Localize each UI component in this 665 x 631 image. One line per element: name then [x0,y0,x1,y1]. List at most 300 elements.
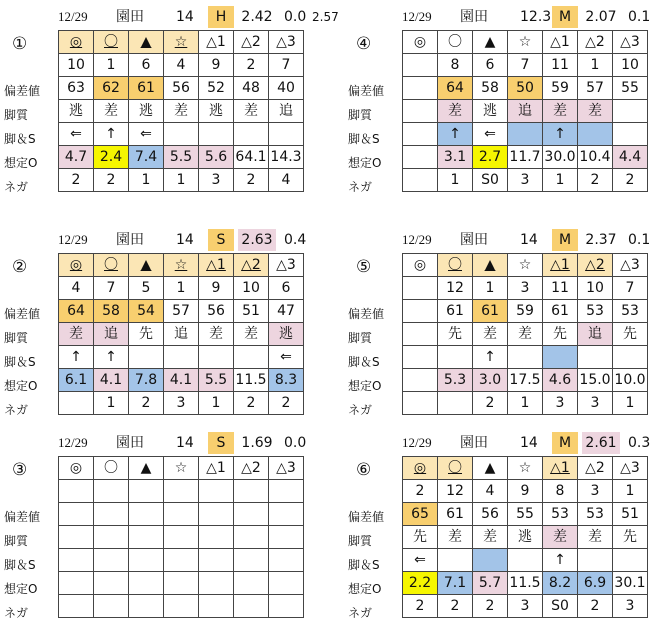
table-cell: 10 [613,54,648,77]
mark-symbol: ☆ [174,460,188,476]
mark-cell [403,31,438,54]
table-cell [403,146,438,169]
race-panel [348,229,665,417]
mark-cell [473,457,508,480]
table-cell: ↑ [473,346,508,369]
row-label: ネガ [4,180,29,194]
horse-number-row [59,54,304,77]
table-cell [199,549,234,572]
odds-tertiary: 2.57 [312,10,339,24]
mark-row [59,254,304,277]
table-cell: 59 [543,77,578,100]
venue-name: 園田 [460,435,488,451]
odds-secondary: 0.0 [284,435,307,451]
mark-cell [578,254,613,277]
style-row [59,526,304,549]
horse-table [58,456,304,618]
table-cell: 10 [59,54,94,77]
mark-cell [164,31,199,54]
table-cell [59,480,94,503]
row-label: 想定O [4,379,38,393]
est-odds-row [403,369,648,392]
table-cell: 58 [473,77,508,100]
mark-cell [129,457,164,480]
table-cell: 11 [543,277,578,300]
panel-header [402,432,665,456]
table-cell [164,526,199,549]
venue-name: 園田 [460,9,488,25]
table-cell: 追 [269,100,304,123]
table-cell: 40 [269,77,304,100]
est-odds-row [59,369,304,392]
table-cell: 3 [508,595,543,618]
race-date: 12/29 [58,232,88,247]
odds-secondary: 0.1 [628,9,651,25]
table-cell [164,346,199,369]
venue-name: 園田 [460,232,488,248]
table-cell: 2 [403,595,438,618]
row-label: 想定O [348,582,382,596]
mark-cell [199,31,234,54]
table-cell: 差 [438,100,473,123]
table-cell [199,123,234,146]
horse-table [402,30,648,192]
grade-badge: S [208,432,234,454]
table-cell [94,503,129,526]
race-count: 14 [520,232,538,248]
table-cell: 1 [473,277,508,300]
mark-cell [613,254,648,277]
table-cell: 9 [508,480,543,503]
row-label: 偏差値 [4,307,41,321]
table-cell [199,572,234,595]
table-cell: 2 [59,169,94,192]
mark-row [403,31,648,54]
mark-cell [269,457,304,480]
horse-number-row [403,277,648,300]
odds-secondary: 0.1 [628,232,651,248]
table-cell [613,346,648,369]
table-cell: 48 [234,77,269,100]
table-cell: ⇐ [59,123,94,146]
table-cell [403,100,438,123]
mark-symbol: 〇 [104,460,118,476]
table-cell: 2.7 [473,146,508,169]
table-cell: ⇐ [403,549,438,572]
table-cell: 2 [578,169,613,192]
table-cell [438,392,473,415]
row-label: 脚質 [4,331,29,345]
table-cell: 64 [59,300,94,323]
leg-speed-row [403,123,648,146]
mark-symbol: △2 [241,460,261,476]
table-cell: 57 [578,77,613,100]
table-cell: 51 [613,503,648,526]
row-label: ネガ [4,403,29,417]
table-cell: 2 [234,54,269,77]
table-cell [59,595,94,618]
table-cell [403,346,438,369]
table-cell [234,526,269,549]
table-cell [578,123,613,146]
grade-badge: S [208,229,234,251]
table-cell: ↑ [543,123,578,146]
grade-badge: M [552,432,578,454]
table-cell: 逃 [269,323,304,346]
table-cell: 差 [234,100,269,123]
row-label: 想定O [348,156,382,170]
row-label: 脚＆S [348,558,380,572]
table-cell [508,123,543,146]
table-cell: 差 [543,526,578,549]
table-cell: 11.5 [234,369,269,392]
mark-cell [129,31,164,54]
nega-row [403,595,648,618]
table-cell [403,77,438,100]
mark-cell [403,457,438,480]
table-cell: 2 [578,595,613,618]
mark-symbol: △1 [550,34,570,50]
table-cell [94,480,129,503]
table-cell: 56 [199,300,234,323]
table-cell: 7 [94,277,129,300]
mark-cell [164,254,199,277]
table-cell: 10.4 [578,146,613,169]
table-cell: 7 [269,54,304,77]
mark-symbol: △3 [620,34,640,50]
mark-symbol: ☆ [518,257,532,273]
table-cell: 4 [269,169,304,192]
row-label: 想定O [4,156,38,170]
table-cell [129,480,164,503]
nega-row [59,392,304,415]
row-label: 脚質 [4,534,29,548]
panel-number: ⑥ [356,460,372,480]
table-cell [473,549,508,572]
table-cell: ⇐ [269,346,304,369]
table-cell [59,526,94,549]
table-cell [234,549,269,572]
table-cell: S0 [543,595,578,618]
table-cell: 2 [234,169,269,192]
mark-cell [613,31,648,54]
table-cell: 11 [543,54,578,77]
table-cell: 12 [438,277,473,300]
table-cell: 3.0 [473,369,508,392]
table-cell: 1 [613,480,648,503]
mark-symbol: ▲ [484,257,496,273]
table-cell: 65 [403,503,438,526]
table-cell: 7 [508,54,543,77]
venue-name: 園田 [116,9,144,25]
mark-cell [403,254,438,277]
table-cell: 64 [438,77,473,100]
odds-primary: 2.37 [585,232,617,248]
mark-symbol: △2 [241,257,261,273]
table-cell [613,549,648,572]
table-cell: 55 [508,503,543,526]
table-cell: ↑ [543,549,578,572]
table-cell: 逃 [59,100,94,123]
table-cell [234,503,269,526]
mark-cell [129,254,164,277]
table-cell: 61 [438,503,473,526]
table-cell [613,123,648,146]
mark-symbol: △3 [620,460,640,476]
mark-symbol: △2 [241,34,261,50]
horse-number-row [59,480,304,503]
table-cell: 3 [578,392,613,415]
table-cell [94,595,129,618]
table-cell: 3.1 [438,146,473,169]
table-cell [234,346,269,369]
deviation-row [59,503,304,526]
table-cell: 6.9 [578,572,613,595]
table-cell: 9 [199,54,234,77]
table-cell: 15.0 [578,369,613,392]
row-label: 脚＆S [4,355,36,369]
table-cell: 9 [199,277,234,300]
table-cell [508,346,543,369]
race-count: 14 [176,232,194,248]
row-label: ネガ [4,606,29,620]
mark-symbol: ◎ [413,460,427,476]
table-cell: 2 [269,392,304,415]
mark-symbol: ▲ [140,257,152,273]
mark-symbol: ▲ [484,460,496,476]
table-cell: 12 [438,480,473,503]
mark-symbol: △2 [585,34,605,50]
row-label: 脚質 [348,108,373,122]
table-cell: 61 [473,300,508,323]
table-cell: 差 [508,323,543,346]
table-cell [164,595,199,618]
table-cell [129,572,164,595]
table-cell [94,526,129,549]
table-cell [129,346,164,369]
table-cell: ↑ [438,123,473,146]
table-cell: 14.3 [269,146,304,169]
panel-number: ② [12,257,28,277]
table-cell: 10 [234,277,269,300]
table-cell: 追 [164,323,199,346]
table-cell [199,480,234,503]
race-date: 12/29 [402,435,432,450]
venue-name: 園田 [116,435,144,451]
table-cell: 3 [199,169,234,192]
mark-row [59,457,304,480]
table-cell: 5.5 [199,369,234,392]
table-cell: 逃 [199,100,234,123]
table-cell: 61 [543,300,578,323]
table-cell: 差 [473,323,508,346]
table-cell: 差 [543,100,578,123]
table-cell: 先 [403,526,438,549]
table-cell: 47 [269,300,304,323]
table-cell [199,346,234,369]
table-cell [234,572,269,595]
table-cell: 63 [59,77,94,100]
table-cell: 4.6 [543,369,578,392]
mark-cell [94,31,129,54]
table-cell [59,549,94,572]
mark-cell [508,254,543,277]
row-label: 偏差値 [348,510,385,524]
table-cell [403,392,438,415]
mark-symbol: ▲ [140,34,152,50]
table-cell [129,526,164,549]
mark-cell [508,457,543,480]
table-cell: 5.7 [473,572,508,595]
table-cell: 3 [578,480,613,503]
table-cell: 4 [59,277,94,300]
row-label: ネガ [348,403,373,417]
row-label: ネガ [348,180,373,194]
table-cell [59,572,94,595]
mark-cell [94,457,129,480]
table-cell: 4.4 [613,146,648,169]
table-cell: 4 [473,480,508,503]
mark-cell [269,254,304,277]
table-cell: 3 [543,392,578,415]
table-cell: 53 [578,300,613,323]
table-cell: 2.4 [94,146,129,169]
mark-cell [199,254,234,277]
table-cell: 62 [94,77,129,100]
mark-cell [234,31,269,54]
table-cell: 1 [94,54,129,77]
table-cell [578,346,613,369]
mark-cell [578,457,613,480]
mark-cell [543,31,578,54]
table-cell [403,323,438,346]
mark-symbol: ◎ [69,34,83,50]
mark-cell [438,457,473,480]
table-cell: 7.8 [129,369,164,392]
table-cell: 3 [613,595,648,618]
table-cell: 10.0 [613,369,648,392]
table-cell: 57 [164,300,199,323]
nega-row [59,169,304,192]
nega-row [59,595,304,618]
table-cell [438,549,473,572]
table-cell: 追 [578,323,613,346]
table-cell: 差 [473,526,508,549]
table-cell [269,595,304,618]
table-cell [438,346,473,369]
table-cell: 7.4 [129,146,164,169]
table-cell: 52 [199,77,234,100]
table-cell: 1 [164,169,199,192]
table-cell: 1 [613,392,648,415]
table-cell: 58 [94,300,129,323]
table-cell: 51 [234,300,269,323]
row-label: 想定O [4,582,38,596]
table-cell: 4.7 [59,146,94,169]
row-label: 想定O [348,379,382,393]
mark-cell [94,254,129,277]
grade-badge: H [208,6,234,28]
table-cell [94,549,129,572]
table-cell: 3 [508,169,543,192]
mark-symbol: △3 [276,34,296,50]
row-label: 脚＆S [4,132,36,146]
deviation-row [59,77,304,100]
table-cell: 61 [438,300,473,323]
mark-cell [234,457,269,480]
mark-symbol: ◎ [413,34,427,50]
table-cell: 差 [94,100,129,123]
table-cell [269,503,304,526]
table-cell [269,480,304,503]
deviation-row [403,300,648,323]
table-cell: 2 [129,392,164,415]
leg-speed-row [59,123,304,146]
mark-cell [59,31,94,54]
table-cell: 1 [164,277,199,300]
table-cell: 4.1 [164,369,199,392]
table-cell [269,526,304,549]
table-cell: 逃 [129,100,164,123]
mark-cell [438,31,473,54]
panel-header [58,229,368,253]
race-date: 12/29 [402,9,432,24]
nega-row [403,392,648,415]
table-cell: 先 [613,323,648,346]
mark-symbol: △1 [206,34,226,50]
mark-cell [508,31,543,54]
table-cell [199,595,234,618]
style-row [59,323,304,346]
table-cell [508,549,543,572]
table-cell: 先 [129,323,164,346]
horse-number-row [403,54,648,77]
table-cell [403,123,438,146]
row-label: 脚質 [4,108,29,122]
table-cell [403,277,438,300]
table-cell: ↑ [59,346,94,369]
table-cell: 3 [508,277,543,300]
race-count: 12.3 [520,9,552,25]
table-cell [129,503,164,526]
table-cell [234,480,269,503]
table-cell: 差 [578,526,613,549]
table-cell: ↑ [94,346,129,369]
table-cell [59,503,94,526]
panel-number: ③ [12,460,28,480]
mark-symbol: △1 [550,460,570,476]
table-cell: 5 [129,277,164,300]
table-cell: 30.0 [543,146,578,169]
mark-symbol: ☆ [518,460,532,476]
panel-header [402,6,665,30]
table-cell: 50 [508,77,543,100]
table-cell: 56 [473,503,508,526]
table-cell: 4.1 [94,369,129,392]
table-cell: 8 [543,480,578,503]
table-cell: 2.2 [403,572,438,595]
table-cell: 5.3 [438,369,473,392]
table-cell: 1 [543,169,578,192]
panel-number: ④ [356,34,372,54]
table-cell: 10 [578,277,613,300]
table-cell: 追 [94,323,129,346]
row-label: 偏差値 [348,84,385,98]
table-cell [129,549,164,572]
table-cell: 6 [473,54,508,77]
table-cell [578,549,613,572]
odds-primary: 2.61 [582,432,620,454]
